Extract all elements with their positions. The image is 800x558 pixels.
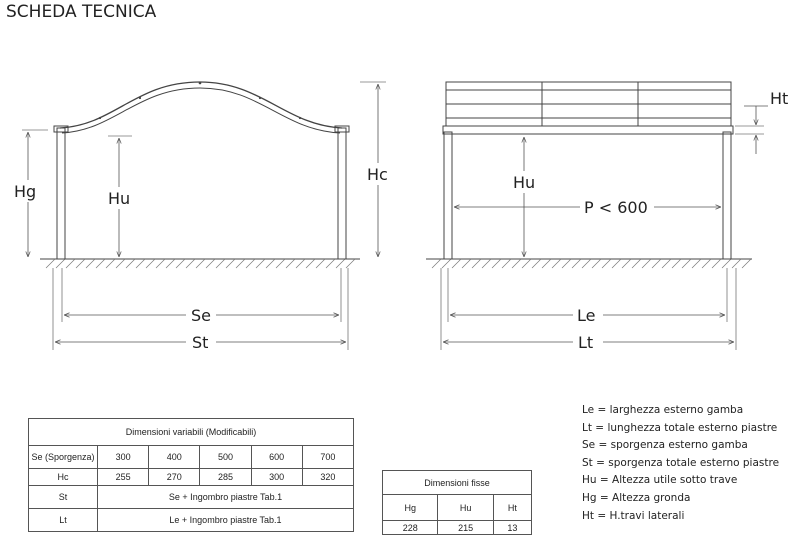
le-label: Le: [577, 306, 596, 325]
variable-table-title: Dimensioni variabili (Modificabili): [29, 419, 354, 446]
side-left-post: [444, 132, 452, 259]
cell: 500: [200, 446, 251, 469]
hu-front-label: Hu: [108, 189, 131, 208]
fixed-table-title: Dimensioni fisse: [383, 471, 532, 495]
side-right-post: [723, 132, 731, 259]
table-row: [383, 521, 532, 535]
row-label: Hc: [29, 469, 98, 486]
front-roof-arch: [60, 82, 342, 128]
header-cell: Ht: [493, 495, 531, 521]
table-row: [383, 495, 532, 521]
cell: 228: [383, 521, 438, 535]
cell: Le + Ingombro piastre Tab.1: [98, 509, 354, 532]
legend-item: Lt = lunghezza totale esterno piastre: [582, 421, 778, 434]
cell: 300: [251, 469, 302, 486]
st-label: St: [192, 333, 209, 352]
front-ground-hatch: [46, 259, 355, 268]
table-row: [29, 486, 354, 509]
legend-item: Hu = Altezza utile sotto trave: [582, 474, 738, 487]
front-roof-bolts: [99, 82, 301, 119]
ht-label: Ht: [770, 89, 789, 108]
legend-item: St = sporgenza totale esterno piastre: [582, 456, 780, 469]
front-right-post: [338, 128, 346, 259]
legend-item: Le = larghezza esterno gamba: [582, 404, 744, 416]
legend: [582, 402, 779, 525]
legend-item: Hg = Altezza gronda: [582, 491, 691, 504]
hu-side-label: Hu: [513, 173, 536, 192]
cell: 600: [251, 446, 302, 469]
table-row: [29, 469, 354, 486]
cell: 700: [302, 446, 353, 469]
page-title: SCHEDA TECNICA: [6, 2, 157, 22]
side-lateral-beam: [443, 126, 733, 134]
p-label: P < 600: [584, 198, 648, 217]
header-cell: Hg: [383, 495, 438, 521]
hc-label: Hc: [367, 165, 388, 184]
table-row: [29, 446, 354, 469]
legend-item: Ht = H.travi laterali: [582, 509, 685, 522]
cell: 215: [438, 521, 493, 535]
cell: 320: [302, 469, 353, 486]
cell: 270: [149, 469, 200, 486]
front-right-gutter: [335, 126, 349, 132]
lt-label: Lt: [578, 333, 594, 352]
table-row: [29, 509, 354, 532]
se-label: Se: [191, 306, 211, 325]
header-cell: Hu: [438, 495, 493, 521]
row-label: Se (Sporgenza): [29, 446, 98, 469]
row-label: St: [29, 486, 98, 509]
cell: 255: [98, 469, 149, 486]
front-left-post: [57, 128, 65, 259]
front-roof-arch-inner: [62, 88, 340, 133]
cell: 13: [493, 521, 531, 535]
side-ground-hatch: [432, 259, 751, 268]
hg-label: Hg: [14, 182, 37, 201]
cell: Se + Ingombro piastre Tab.1: [98, 486, 354, 509]
cell: 300: [98, 446, 149, 469]
legend-item: Se = sporgenza esterno gamba: [582, 439, 748, 452]
cell: 285: [200, 469, 251, 486]
fixed-dimensions-table: [382, 470, 532, 535]
variable-dimensions-table: [28, 418, 354, 532]
cell: 400: [149, 446, 200, 469]
row-label: Lt: [29, 509, 98, 532]
